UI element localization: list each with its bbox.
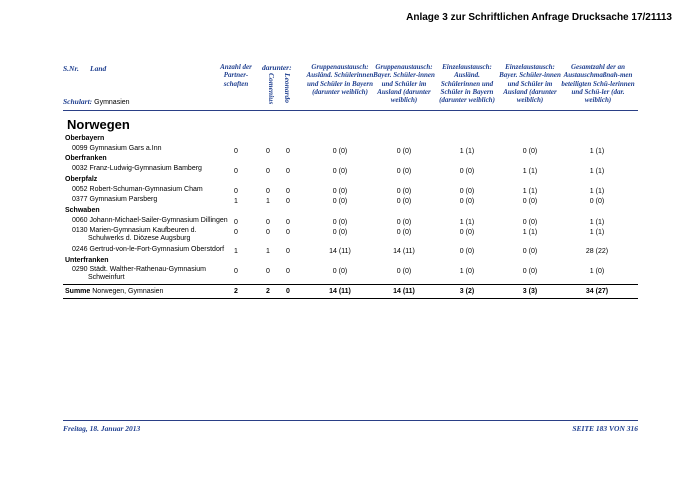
einzel-bay-cell: 0 (0) [522, 268, 538, 275]
einzel-bay-cell: 3 (3) [522, 288, 538, 295]
leonardo-cell: 0 [286, 168, 290, 175]
gruppe-ausl-cell: 14 (11) [329, 288, 351, 295]
comenius-cell: 0 [266, 168, 270, 175]
anzahl-cell: 0 [234, 148, 238, 155]
summary-label [65, 288, 163, 295]
gruppe-ausl-cell: 0 (0) [332, 229, 348, 236]
gruppe-ausl-cell: 0 (0) [332, 198, 348, 205]
gesamt-cell: 1 (1) [589, 219, 605, 226]
gruppe-ausl-cell: 0 (0) [332, 148, 348, 155]
comenius-cell: 1 [266, 248, 270, 255]
einzel-ausl-cell: 1 (1) [459, 219, 475, 226]
einzel-bay-cell: 1 (1) [522, 168, 538, 175]
leonardo-cell: 0 [286, 288, 290, 295]
comenius-cell: 0 [266, 268, 270, 275]
schulart-value: Gymnasien [94, 99, 130, 106]
gesamt-cell: 28 (22) [585, 248, 609, 255]
einzel-ausl-cell: 1 (1) [459, 148, 475, 155]
anzahl-cell: 0 [234, 268, 238, 275]
summary-bottom-rule [63, 298, 638, 299]
gesamt-cell: 1 (1) [589, 229, 605, 236]
einzel-ausl-cell: 0 (0) [459, 248, 475, 255]
leonardo-cell: 0 [286, 219, 290, 226]
region-oberfranken: Oberfranken [65, 155, 107, 162]
gruppe-bay-cell: 0 (0) [396, 148, 412, 155]
region-oberbayern: Oberbayern [65, 135, 105, 142]
einzel-ausl-cell: 0 (0) [459, 198, 475, 205]
gesamt-cell: 1 (0) [589, 268, 605, 275]
gruppe-bay-cell: 0 (0) [396, 268, 412, 275]
country-heading: Norwegen [67, 117, 130, 132]
einzel-bay-cell: 0 (0) [522, 198, 538, 205]
gruppe-bay-header: Gruppenaustausch: Bayer. Schüler-innen und Schüler im Ausland (darunter weiblich) [373, 63, 435, 105]
region-unterfranken: Unterfranken [65, 257, 109, 264]
schulart-header [63, 97, 130, 106]
anzahl-cell: 0 [234, 188, 238, 195]
gruppe-ausl-cell: 0 (0) [332, 219, 348, 226]
school-name: 0060 Johann-Michael-Sailer-Gymnasium Dillingen [72, 217, 228, 224]
leonardo-cell: 0 [286, 268, 290, 275]
school-name: 0290 Städt. Walther-Rathenau-Gymnasium [72, 266, 206, 273]
einzel-ausl-cell: 1 (0) [459, 268, 475, 275]
einzel-bay-header: Einzelaustausch: Bayer. Schüler-innen und Schüler im Ausland (darunter weiblich) [499, 63, 561, 105]
gruppe-bay-cell: 0 (0) [396, 219, 412, 226]
school-name: 0246 Gertrud-von-le-Fort-Gymnasium Oberstdorf [72, 246, 225, 253]
gruppe-bay-cell: 0 (0) [396, 188, 412, 195]
comenius-cell: 0 [266, 219, 270, 226]
anzahl-cell: 0 [234, 219, 238, 226]
leonardo-cell: 0 [286, 229, 290, 236]
summary-rule [63, 284, 638, 285]
footer-page: SEITE 183 VON 316 [572, 424, 638, 433]
school-name: 0377 Gymnasium Parsberg [72, 196, 158, 203]
leonardo-cell: 0 [286, 148, 290, 155]
region-schwaben: Schwaben [65, 207, 100, 214]
gesamt-cell: 1 (1) [589, 188, 605, 195]
einzel-bay-cell: 0 (0) [522, 148, 538, 155]
school-name: 0099 Gymnasium Gars a.Inn [72, 145, 162, 152]
gruppe-ausl-cell: 0 (0) [332, 168, 348, 175]
anzahl-cell: 0 [234, 168, 238, 175]
summary-label-bold: Summe [65, 288, 91, 295]
gruppe-ausl-cell: 0 (0) [332, 188, 348, 195]
anzahl-header: Anzahl der Partner-schaften [220, 63, 252, 88]
gruppe-ausl-cell: 0 (0) [332, 268, 348, 275]
comenius-cell: 2 [266, 288, 270, 295]
anzahl-cell: 1 [234, 198, 238, 205]
header-rule [63, 110, 638, 111]
gruppe-ausl-cell: 14 (11) [329, 248, 351, 255]
comenius-cell: 0 [266, 229, 270, 236]
school-name: 0032 Franz-Ludwig-Gymnasium Bamberg [72, 165, 202, 172]
gesamt-cell: 1 (1) [589, 148, 605, 155]
comenius-cell: 1 [266, 198, 270, 205]
region-oberpfalz: Oberpfalz [65, 176, 98, 183]
einzel-bay-cell: 0 (0) [522, 219, 538, 226]
anzahl-cell: 2 [234, 288, 238, 295]
gesamt-cell: 0 (0) [589, 198, 605, 205]
darunter-header: darunter: [262, 63, 292, 72]
land-header: Land [90, 64, 107, 73]
gruppe-bay-cell: 14 (11) [393, 248, 415, 255]
school-name-line2: Schulwerks d. Diözese Augsburg [88, 235, 191, 242]
leonardo-cell: 0 [286, 188, 290, 195]
gesamt-cell: 1 (1) [589, 168, 605, 175]
school-name: 0130 Marien-Gymnasium Kaufbeuren d. [72, 227, 197, 234]
anzahl-cell: 0 [234, 229, 238, 236]
gesamt-cell: 34 (27) [585, 288, 609, 295]
school-name-line2: Schweinfurt [88, 274, 125, 281]
anzahl-cell: 1 [234, 248, 238, 255]
summary-label-rest: Norwegen, Gymnasien [92, 288, 164, 295]
comenius-header: Comenius [267, 73, 276, 105]
comenius-cell: 0 [266, 148, 270, 155]
gruppe-bay-cell: 14 (11) [393, 288, 415, 295]
einzel-ausl-cell: 0 (0) [459, 188, 475, 195]
einzel-bay-cell: 1 (1) [522, 188, 538, 195]
gruppe-bay-cell: 0 (0) [396, 198, 412, 205]
einzel-bay-cell: 0 (0) [522, 248, 538, 255]
gruppe-bay-cell: 0 (0) [396, 168, 412, 175]
leonardo-cell: 0 [286, 198, 290, 205]
footer-date: Freitag, 18. Januar 2013 [63, 424, 141, 433]
gesamt-header: Gesamtzahl der an Austauschmaßnah-men beteiligten Schü-lerinnen und Schü-ler (dar. weiblich) [561, 63, 635, 105]
leonardo-header: Leonardo [283, 73, 292, 103]
gruppe-bay-cell: 0 (0) [396, 229, 412, 236]
gruppe-ausl-header: Gruppenaustausch: Ausländ. Schülerinnen und Schüler in Bayern (darunter weiblich) [306, 63, 374, 96]
einzel-bay-cell: 1 (1) [522, 229, 538, 236]
leonardo-cell: 0 [286, 248, 290, 255]
schulart-label: Schulart: [63, 97, 93, 106]
einzel-ausl-cell: 3 (2) [459, 288, 475, 295]
einzel-ausl-cell: 0 (0) [459, 168, 475, 175]
snr-header: S.Nr. [63, 64, 79, 73]
comenius-cell: 0 [266, 188, 270, 195]
document-title: Anlage 3 zur Schriftlichen Anfrage Drucksache 17/21113 [406, 12, 672, 23]
school-name: 0052 Robert-Schuman-Gymnasium Cham [72, 186, 203, 193]
einzel-ausl-header: Einzelaustausch: Ausländ. Schülerinnen und Schüler in Bayern (darunter weiblich) [439, 63, 495, 105]
footer-rule [63, 420, 638, 421]
einzel-ausl-cell: 0 (0) [459, 229, 475, 236]
